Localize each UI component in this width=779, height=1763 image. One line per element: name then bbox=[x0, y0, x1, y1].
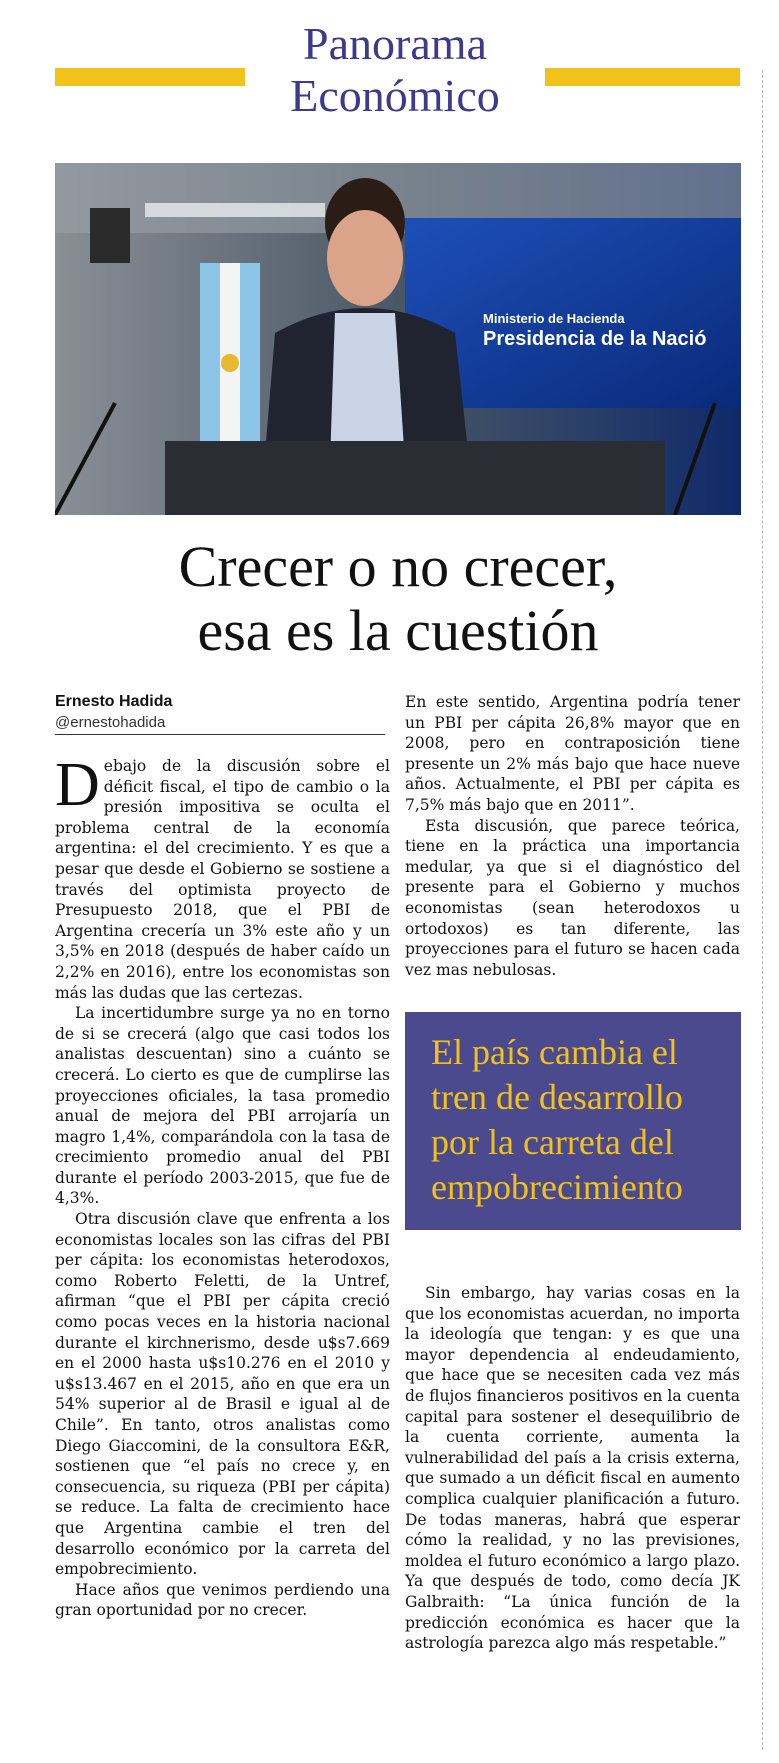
paragraph-5: En este sentido, Argentina podría tener un PBI per cápita 26,8% mayor que en 2008, pero en contraposición tiene presente un 2% más bajo que hace nueve años. Actualmente, el PBI per cápita es 7,5% más bajo que en 2011”. bbox=[405, 693, 740, 814]
paragraph-4: Hace años que venimos perdiendo una gran oportunidad por no crecer. bbox=[55, 1580, 390, 1620]
headline-line1: Crecer o no crecer, bbox=[178, 534, 618, 599]
section-header bbox=[0, 18, 779, 128]
column-2-top bbox=[405, 692, 740, 980]
paragraph-1 bbox=[55, 751, 390, 1003]
screen-text-line1: Ministerio de Hacienda bbox=[483, 311, 625, 326]
paragraph-6: Esta discusión, que parece teórica, tiene en la práctica una importancia medular, ya que si el diagnóstico del presente para el Gobierno y muchos economistas (sean heterodoxos u ortodoxos) es tan diferente, las proyecciones para el futuro se hacen cada vez mas nebulosas. bbox=[405, 816, 740, 979]
headline-line2: esa es la cuestión bbox=[197, 598, 599, 663]
pull-quote: El país cambia el tren de desarrollo por la carreta del empobrecimiento bbox=[405, 1012, 741, 1230]
author-divider bbox=[55, 734, 385, 735]
section-title bbox=[245, 18, 545, 122]
article-photo bbox=[55, 163, 741, 515]
author-name: Ernesto Hadida bbox=[55, 693, 173, 710]
paragraph-2: La incertidumbre surge ya no en torno de si se crecerá (algo que casi todos los analistas descuentan) sino a cuánto se crecerá. Lo cierto es que de cumplirse las proyecciones oficiales, la tasa promedio anual de mejora del PBI arrojaría un magro 1,4%, comparándola con la tasa de crecimiento promedio anual del PBI durante el período 2003-2015, que fue de 4,3%. bbox=[55, 1004, 390, 1208]
section-title-line2: Económico bbox=[290, 70, 500, 121]
paragraph-3: Otra discusión clave que enfrenta a los economistas locales son las cifras del PBI per cápita: los economistas heterodoxos, como Roberto Feletti, de la Untref, afirman “que el PBI per cápita creció como pocas veces en la historia nacional durante el kirchnerismo, desde u$s7.669 en el 2000 hasta u$s10.276 en el 2010 y u$s13.467 en el 2015, año en que era un 54% superior al de Brasil e igual al de Chile”. En tanto, otros analistas como Diego Giaccomini, de la consultora E&R, sostienen que “el país no crece y, en consecuencia, su riqueza (PBI per cápita) se reduce. La falta de crecimiento hace que Argentina cambie el tren del desarrollo económico por la carreta del empobrecimiento. bbox=[55, 1210, 390, 1579]
paragraph-7: Sin embargo, hay varias cosas en la que los economistas acuerdan, no importa la ideología que tengan: y es que una mayor dependencia al endeudamiento, que hace que se necesiten cada vez más de flujos financieros positivos en la cuenta capital para sostener el desequilibrio de la cuenta corriente, aumenta la vulnerabilidad del país a la crisis externa, que sumado a un déficit fiscal en aumento complica cualquier planificación a futuro. De todas maneras, habrá que esperar cómo la realidad, y no las previsiones, moldea el futuro económico a largo plazo. Ya que después de todo, como decía JK Galbraith: “La única función de la predicción económica es hacer que la astrología parezca algo más respetable.” bbox=[405, 1284, 740, 1653]
section-title-line1: Panorama bbox=[303, 18, 487, 69]
section-bar-right bbox=[545, 68, 740, 86]
column-2-bottom bbox=[405, 1283, 740, 1654]
page-margin-rule bbox=[762, 70, 763, 1750]
drop-cap: D bbox=[55, 751, 100, 819]
author-handle: @ernestohadida bbox=[55, 714, 166, 731]
screen-text-line2: Presidencia de la Nació bbox=[483, 328, 707, 350]
article-headline bbox=[55, 535, 741, 663]
column-1 bbox=[55, 751, 390, 1621]
paragraph-1-text: ebajo de la discusión sobre el déficit fiscal, el tipo de cambio o la presión impositiva se oculta el problema central de la economía argentina: el del crecimiento. Y es que a pesar que desde el Gobierno se sostiene a través del optimista proyecto de Presupuesto 2018, que el PBI de Argentina crecería un 3% este año y un 3,5% en 2018 (después de haber caído un 2,2% en 2016), entre los economistas son más las dudas que las certezas. bbox=[55, 757, 390, 1002]
section-bar-left bbox=[55, 68, 245, 86]
